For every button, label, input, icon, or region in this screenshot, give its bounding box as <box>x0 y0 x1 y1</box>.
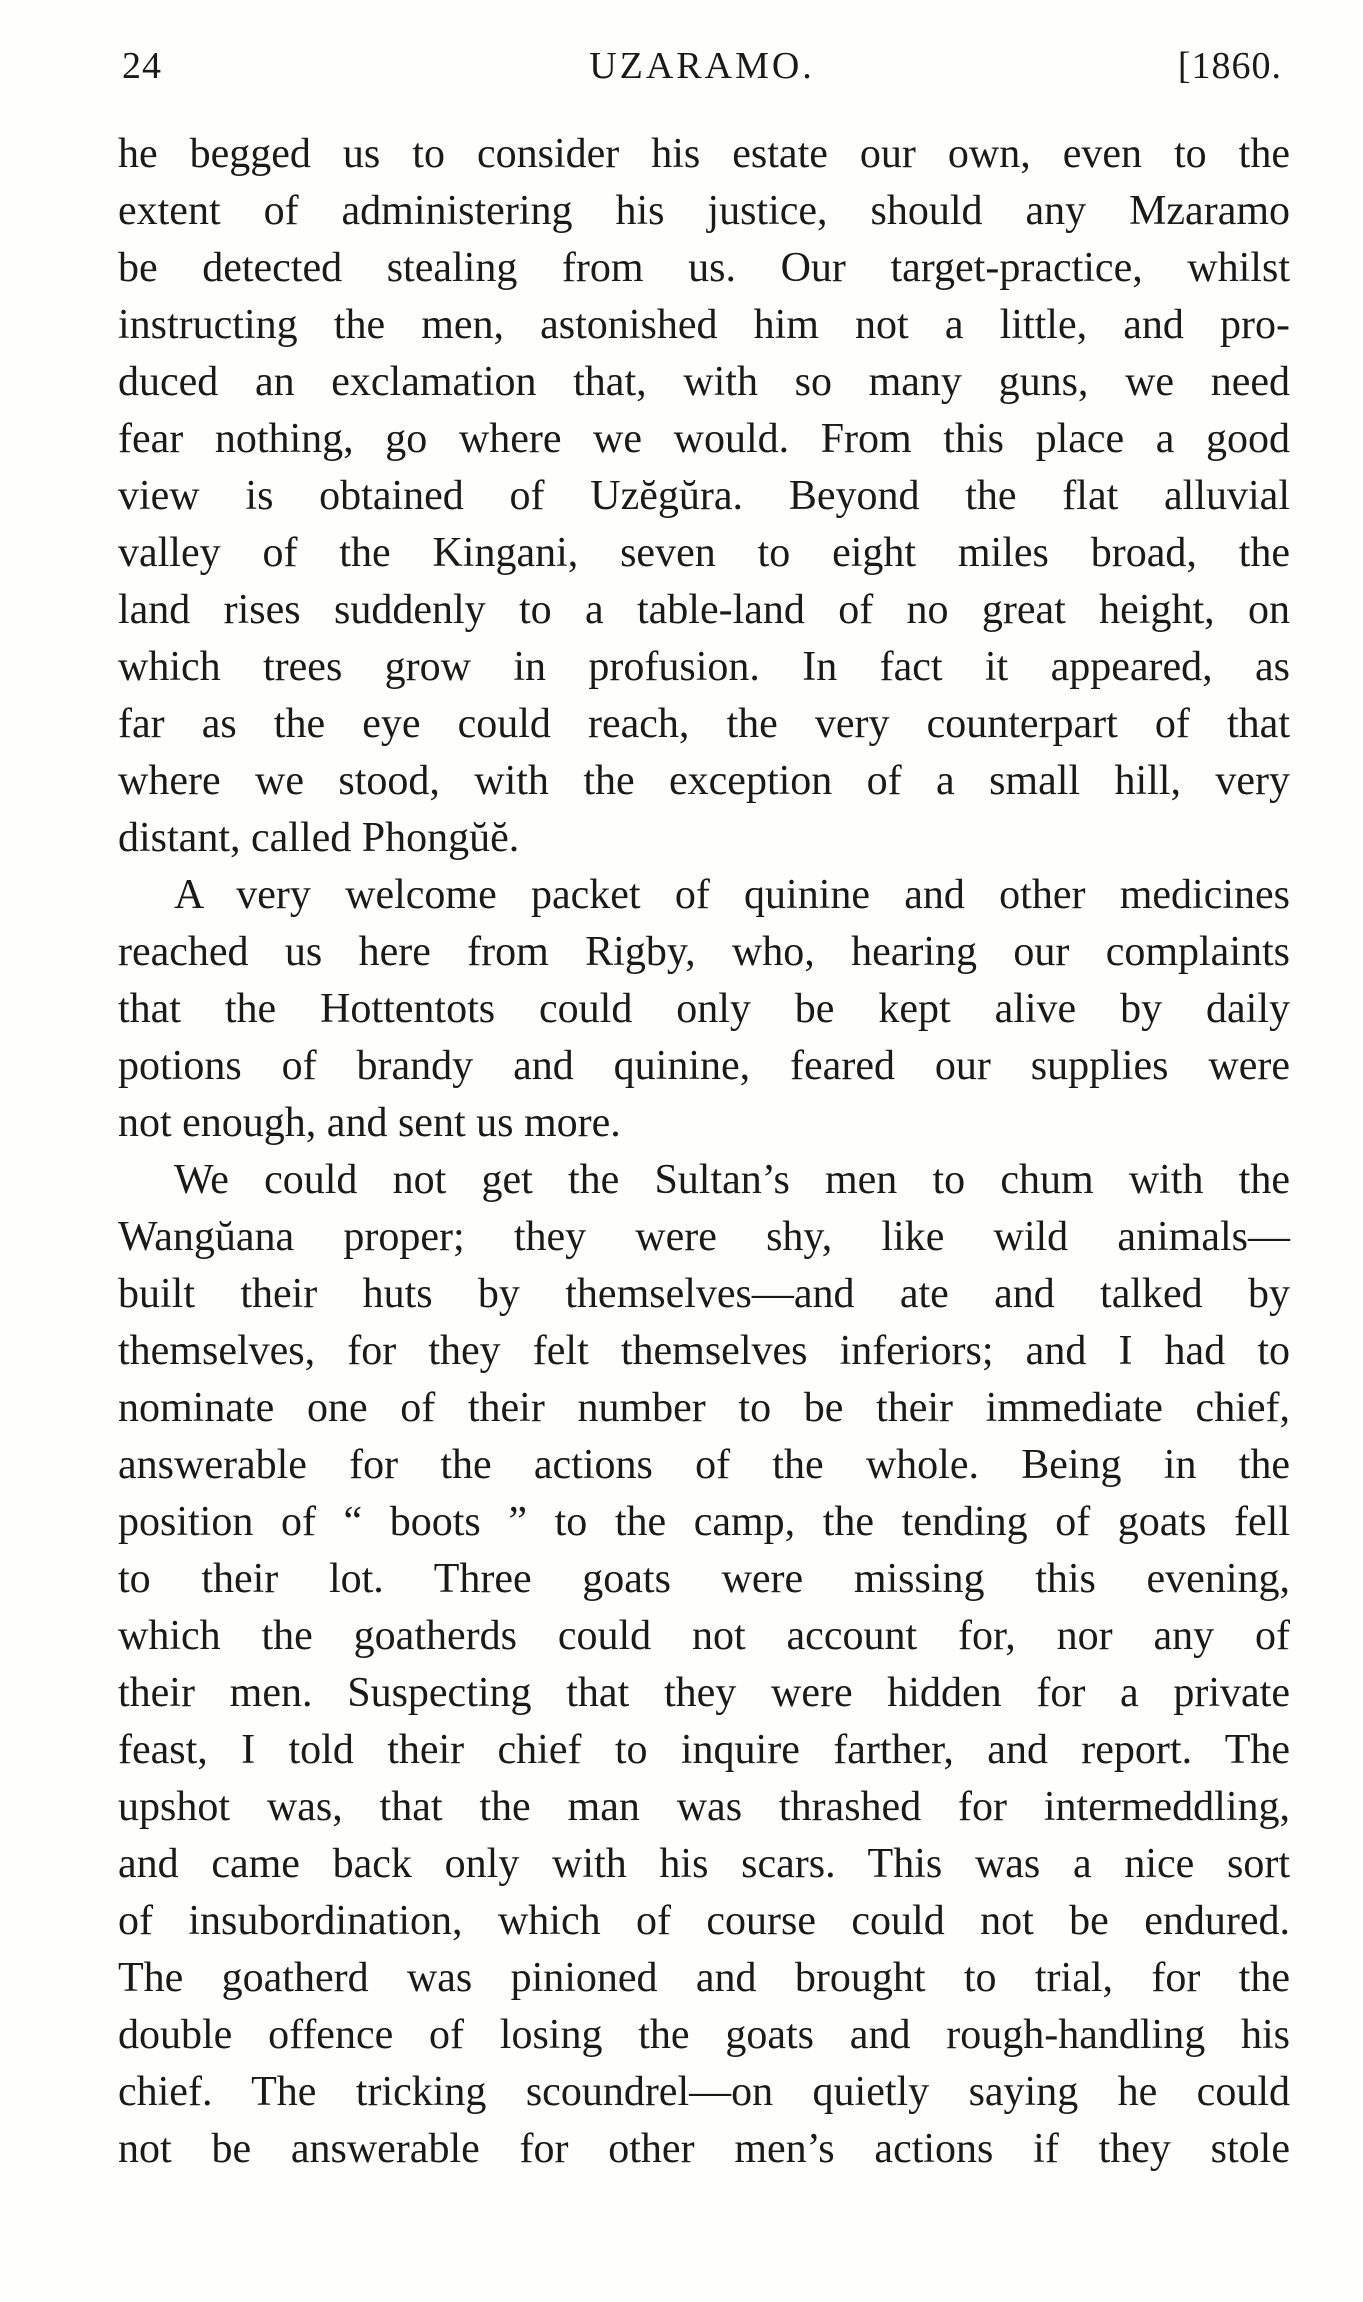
text-line: of insubordination, which of course could not be endured. <box>118 1898 1290 1944</box>
text-line: and came back only with his scars. This was a nice sort <box>118 1841 1290 1887</box>
page-number: 24 <box>122 45 162 87</box>
text-line: extent of administering his justice, should any Mzaramo <box>118 188 1290 234</box>
text-line: potions of brandy and quinine, feared our supplies were <box>118 1043 1290 1089</box>
text-line: to their lot. Three goats were missing this evening, <box>118 1556 1290 1602</box>
text-line: position of “ boots ” to the camp, the tending of goats fell <box>118 1499 1290 1545</box>
text-line: double offence of losing the goats and rough-handling his <box>118 2012 1290 2058</box>
text-line: The goatherd was pinioned and brought to trial, for the <box>118 1955 1290 2001</box>
paragraph-first-line: We could not get the Sultan’s men to chum with the <box>174 1157 1290 1203</box>
text-line: nominate one of their number to be their immediate chief, <box>118 1385 1290 1431</box>
text-line: answerable for the actions of the whole. Being in the <box>118 1442 1290 1488</box>
text-line: that the Hottentots could only be kept alive by daily <box>118 986 1290 1032</box>
text-line: upshot was, that the man was thrashed for intermeddling, <box>118 1784 1290 1830</box>
paragraph-first-line: A very welcome packet of quinine and other medicines <box>174 872 1290 918</box>
text-line: he begged us to consider his estate our own, even to the <box>118 131 1290 177</box>
text-line: which trees grow in profusion. In fact it appeared, as <box>118 644 1290 690</box>
text-line: far as the eye could reach, the very counterpart of that <box>118 701 1290 747</box>
text-line: chief. The tricking scoundrel—on quietly saying he could <box>118 2069 1290 2115</box>
body-text <box>118 126 1290 2178</box>
text-line: duced an exclamation that, with so many guns, we need <box>118 359 1290 405</box>
text-line: feast, I told their chief to inquire farther, and report. The <box>118 1727 1290 1773</box>
text-line: reached us here from Rigby, who, hearing our complaints <box>118 929 1290 975</box>
paragraph-end-line: distant, called Phongŭĕ. <box>118 815 520 861</box>
text-line: not be answerable for other men’s actions if they stole <box>118 2126 1290 2172</box>
text-line: view is obtained of Uzĕgŭra. Beyond the flat alluvial <box>118 473 1290 519</box>
text-line: Wangŭana proper; they were shy, like wild animals— <box>118 1214 1290 1260</box>
text-line: their men. Suspecting that they were hidden for a private <box>118 1670 1290 1716</box>
section-title: UZARAMO. <box>589 45 815 87</box>
text-line: instructing the men, astonished him not a little, and pro- <box>118 302 1290 348</box>
text-line: themselves, for they felt themselves inferiors; and I had to <box>118 1328 1290 1374</box>
year-marker: [1860. <box>1177 45 1282 87</box>
paragraph-end-line: not enough, and sent us more. <box>118 1100 621 1146</box>
running-head <box>122 44 1282 100</box>
text-line: be detected stealing from us. Our target-practice, whilst <box>118 245 1290 291</box>
text-line: valley of the Kingani, seven to eight miles broad, the <box>118 530 1290 576</box>
text-line: land rises suddenly to a table-land of no great height, on <box>118 587 1290 633</box>
text-line: fear nothing, go where we would. From this place a good <box>118 416 1290 462</box>
text-line: which the goatherds could not account for, nor any of <box>118 1613 1290 1659</box>
text-line: where we stood, with the exception of a small hill, very <box>118 758 1290 804</box>
text-line: built their huts by themselves—and ate and talked by <box>118 1271 1290 1317</box>
